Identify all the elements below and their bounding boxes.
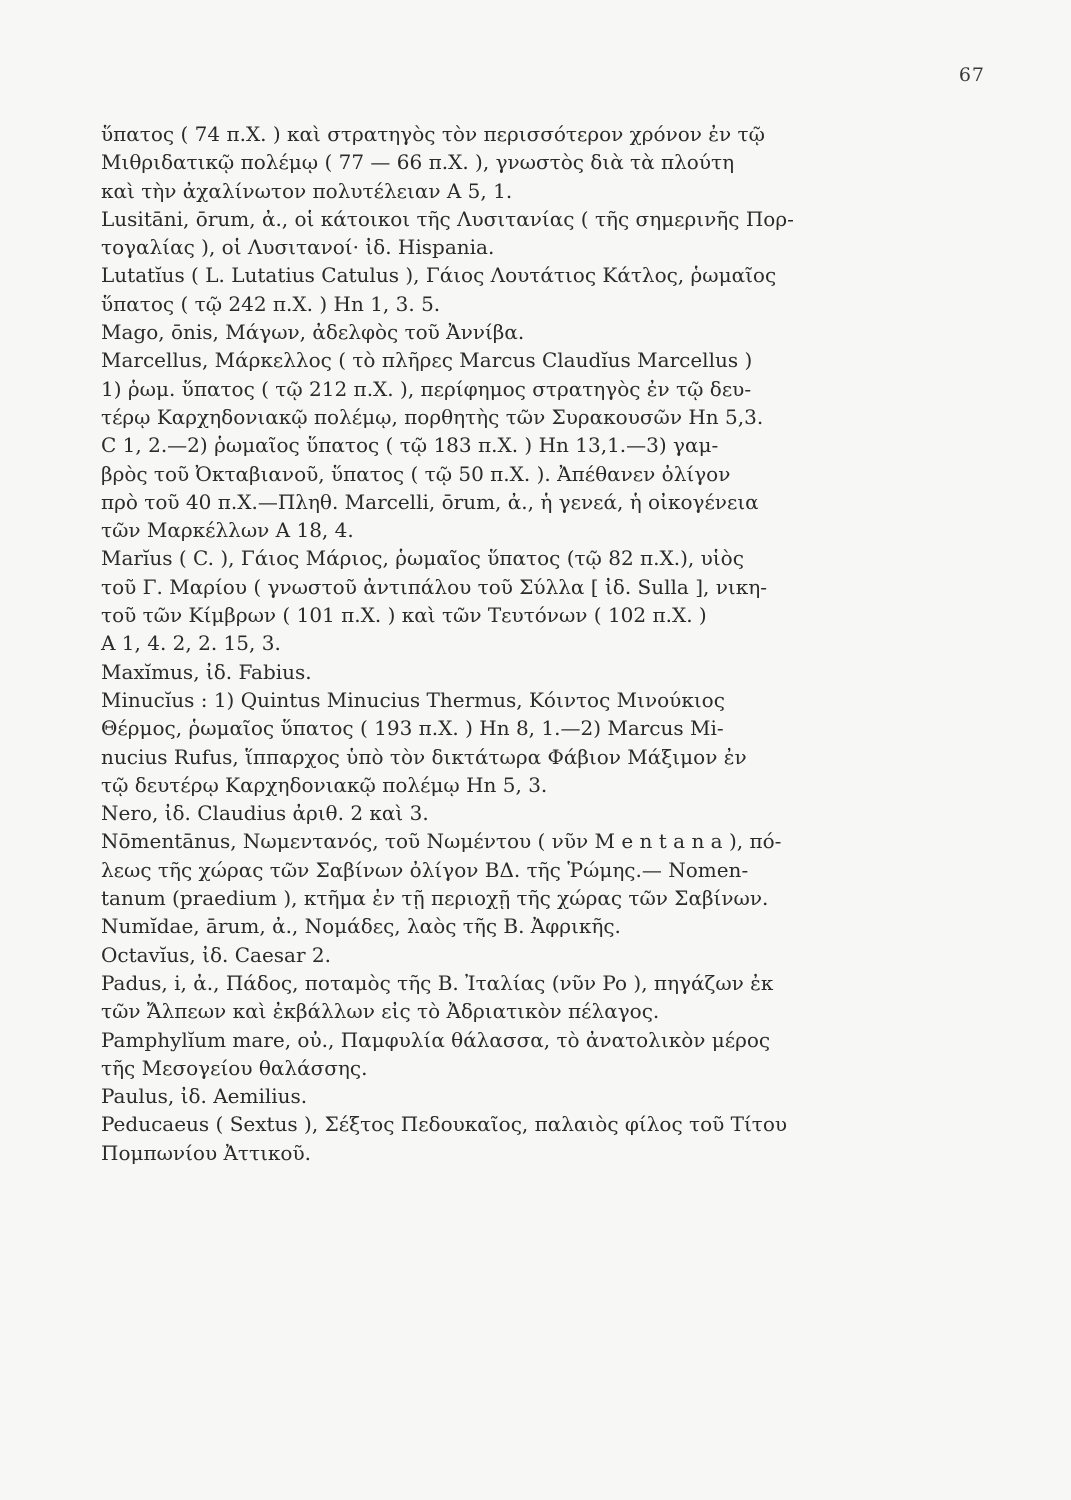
entry-line: τῶν Μαρκέλλων Α 18, 4. (101, 518, 354, 543)
glossary-entry (101, 120, 941, 205)
entry-line: τῆς Μεσογείου θαλάσσης. (101, 1055, 368, 1080)
glossary-entry (101, 1082, 941, 1110)
entry-line: βρὸς τοῦ Ὀκταβιανοῦ, ὕπατος ( τῷ 50 π.Χ. ). Ἀπέθανεν ὀλίγον (101, 461, 731, 486)
entry-line: τογαλίας ), οἱ Λυσιτανοί· ἰδ. Hispania. (101, 235, 495, 260)
glossary-entry (101, 912, 941, 940)
entry-line: Numĭdae, ārum, ἀ., Νομάδες, λαὸς τῆς Β. Ἀφρικῆς. (101, 914, 621, 939)
glossary-entries (101, 120, 941, 1167)
entry-line: Lutatĭus ( L. Lutatius Catulus ), Γάιος Λουτάτιος Κάτλος, ῥωμαῖος (101, 263, 777, 288)
glossary-entry (101, 827, 941, 912)
entry-line: πρὸ τοῦ 40 π.Χ.—Πληθ. Marcelli, ōrum, ἀ., ἡ γενεά, ἡ οἰκογένεια (101, 489, 759, 514)
entry-line: καὶ τὴν ἀχαλίνωτον πολυτέλειαν Α 5, 1. (101, 178, 513, 203)
entry-line: Octavĭus, ἰδ. Caesar 2. (101, 942, 331, 967)
glossary-entry (101, 205, 941, 262)
glossary-entry (101, 941, 941, 969)
entry-line: Minucĭus : 1) Quintus Minucius Thermus, Κόιντος Μινούκιος (101, 687, 725, 712)
entry-line: Nōmentānus, Νωμεντανός, τοῦ Νωμέντου ( νῦν M e n t a n a ), πό- (101, 829, 782, 854)
glossary-entry (101, 799, 941, 827)
entry-line: τῶν Ἄλπεων καὶ ἐκβάλλων εἰς τὸ Ἀδριατικὸν πέλαγος. (101, 999, 660, 1024)
entry-line: nucius Rufus, ἵππαρχος ὑπὸ τὸν δικτάτωρα Φάβιον Μάξιμον ἐν (101, 744, 747, 769)
entry-line: τέρῳ Καρχηδονιακῷ πολέμῳ, πορθητὴς τῶν Συρακουσῶν Hn 5,3. (101, 404, 764, 429)
entry-line: Πομπωνίου Ἀττικοῦ. (101, 1140, 311, 1165)
entry-line: Marcellus, Μάρκελλος ( τὸ πλῆρες Marcus Claudĭus Marcellus ) (101, 348, 753, 373)
entry-line: ὕπατος ( τῷ 242 π.Χ. ) Hn 1, 3. 5. (101, 291, 441, 316)
glossary-entry (101, 658, 941, 686)
entry-line: Lusitāni, ōrum, ἀ., οἱ κάτοικοι τῆς Λυσιτανίας ( τῆς σημερινῆς Πορ- (101, 206, 794, 231)
entry-line: τοῦ τῶν Κίμβρων ( 101 π.Χ. ) καὶ τῶν Τευτόνων ( 102 π.Χ. ) (101, 603, 707, 628)
entry-line: Marĭus ( C. ), Γάιος Μάριος, ῥωμαῖος ὕπατος (τῷ 82 π.Χ.), υἱὸς (101, 546, 744, 571)
entry-line: Α 1, 4. 2, 2. 15, 3. (101, 631, 281, 656)
entry-line: Maxĭmus, ἰδ. Fabius. (101, 659, 312, 684)
entry-line: Θέρμος, ῥωμαῖος ὕπατος ( 193 π.Χ. ) Hn 8, 1.—2) Marcus Mi- (101, 716, 724, 741)
entry-line: λεως τῆς χώρας τῶν Σαβίνων ὀλίγον ΒΔ. τῆς Ῥώμης.— Nomen- (101, 857, 749, 882)
entry-line: ὕπατος ( 74 π.Χ. ) καὶ στρατηγὸς τὸν περισσότερον χρόνον ἐν τῷ (101, 122, 765, 146)
glossary-entry (101, 1026, 941, 1083)
entry-line: Paulus, ἰδ. Aemilius. (101, 1084, 308, 1109)
page-number: 67 (958, 64, 985, 86)
glossary-entry (101, 686, 941, 799)
entry-line: Μιθριδατικῷ πολέμῳ ( 77 — 66 π.Χ. ), γνωστὸς διὰ τὰ πλούτη (101, 150, 735, 175)
entry-line: Peducaeus ( Sextus ), Σέξτος Πεδουκαῖος, παλαιὸς φίλος τοῦ Τίτου (101, 1112, 788, 1137)
glossary-entry (101, 1110, 941, 1167)
entry-line: τῷ δευτέρῳ Καρχηδονιακῷ πολέμῳ Hn 5, 3. (101, 772, 548, 797)
glossary-entry (101, 544, 941, 657)
entry-line: Pamphylĭum mare, οὐ., Παμφυλία θάλασσα, τὸ ἀνατολικὸν μέρος (101, 1027, 771, 1052)
entry-line: tanum (praedium ), κτῆμα ἐν τῇ περιοχῇ τῆς χώρας τῶν Σαβίνων. (101, 886, 769, 911)
entry-line: Nero, ἰδ. Claudius ἀριθ. 2 καὶ 3. (101, 801, 429, 826)
glossary-entry (101, 261, 941, 318)
entry-line: Padus, i, ἀ., Πάδος, ποταμὸς τῆς Β. Ἰταλίας (νῦν Po ), πηγάζων ἐκ (101, 970, 774, 995)
glossary-entry (101, 969, 941, 1026)
entry-line: C 1, 2.—2) ῥωμαῖος ὕπατος ( τῷ 183 π.Χ. ) Hn 13,1.—3) γαμ- (101, 433, 719, 458)
glossary-entry (101, 346, 941, 544)
glossary-entry (101, 318, 941, 346)
entry-line: Mago, ōnis, Μάγων, ἀδελφὸς τοῦ Ἀννίβα. (101, 320, 525, 345)
entry-line: 1) ῥωμ. ὕπατος ( τῷ 212 π.Χ. ), περίφημος στρατηγὸς ἐν τῷ δευ- (101, 376, 752, 401)
entry-line: τοῦ Γ. Μαρίου ( γνωστοῦ ἀντιπάλου τοῦ Σύλλα [ ἰδ. Sulla ], νικη- (101, 574, 767, 599)
